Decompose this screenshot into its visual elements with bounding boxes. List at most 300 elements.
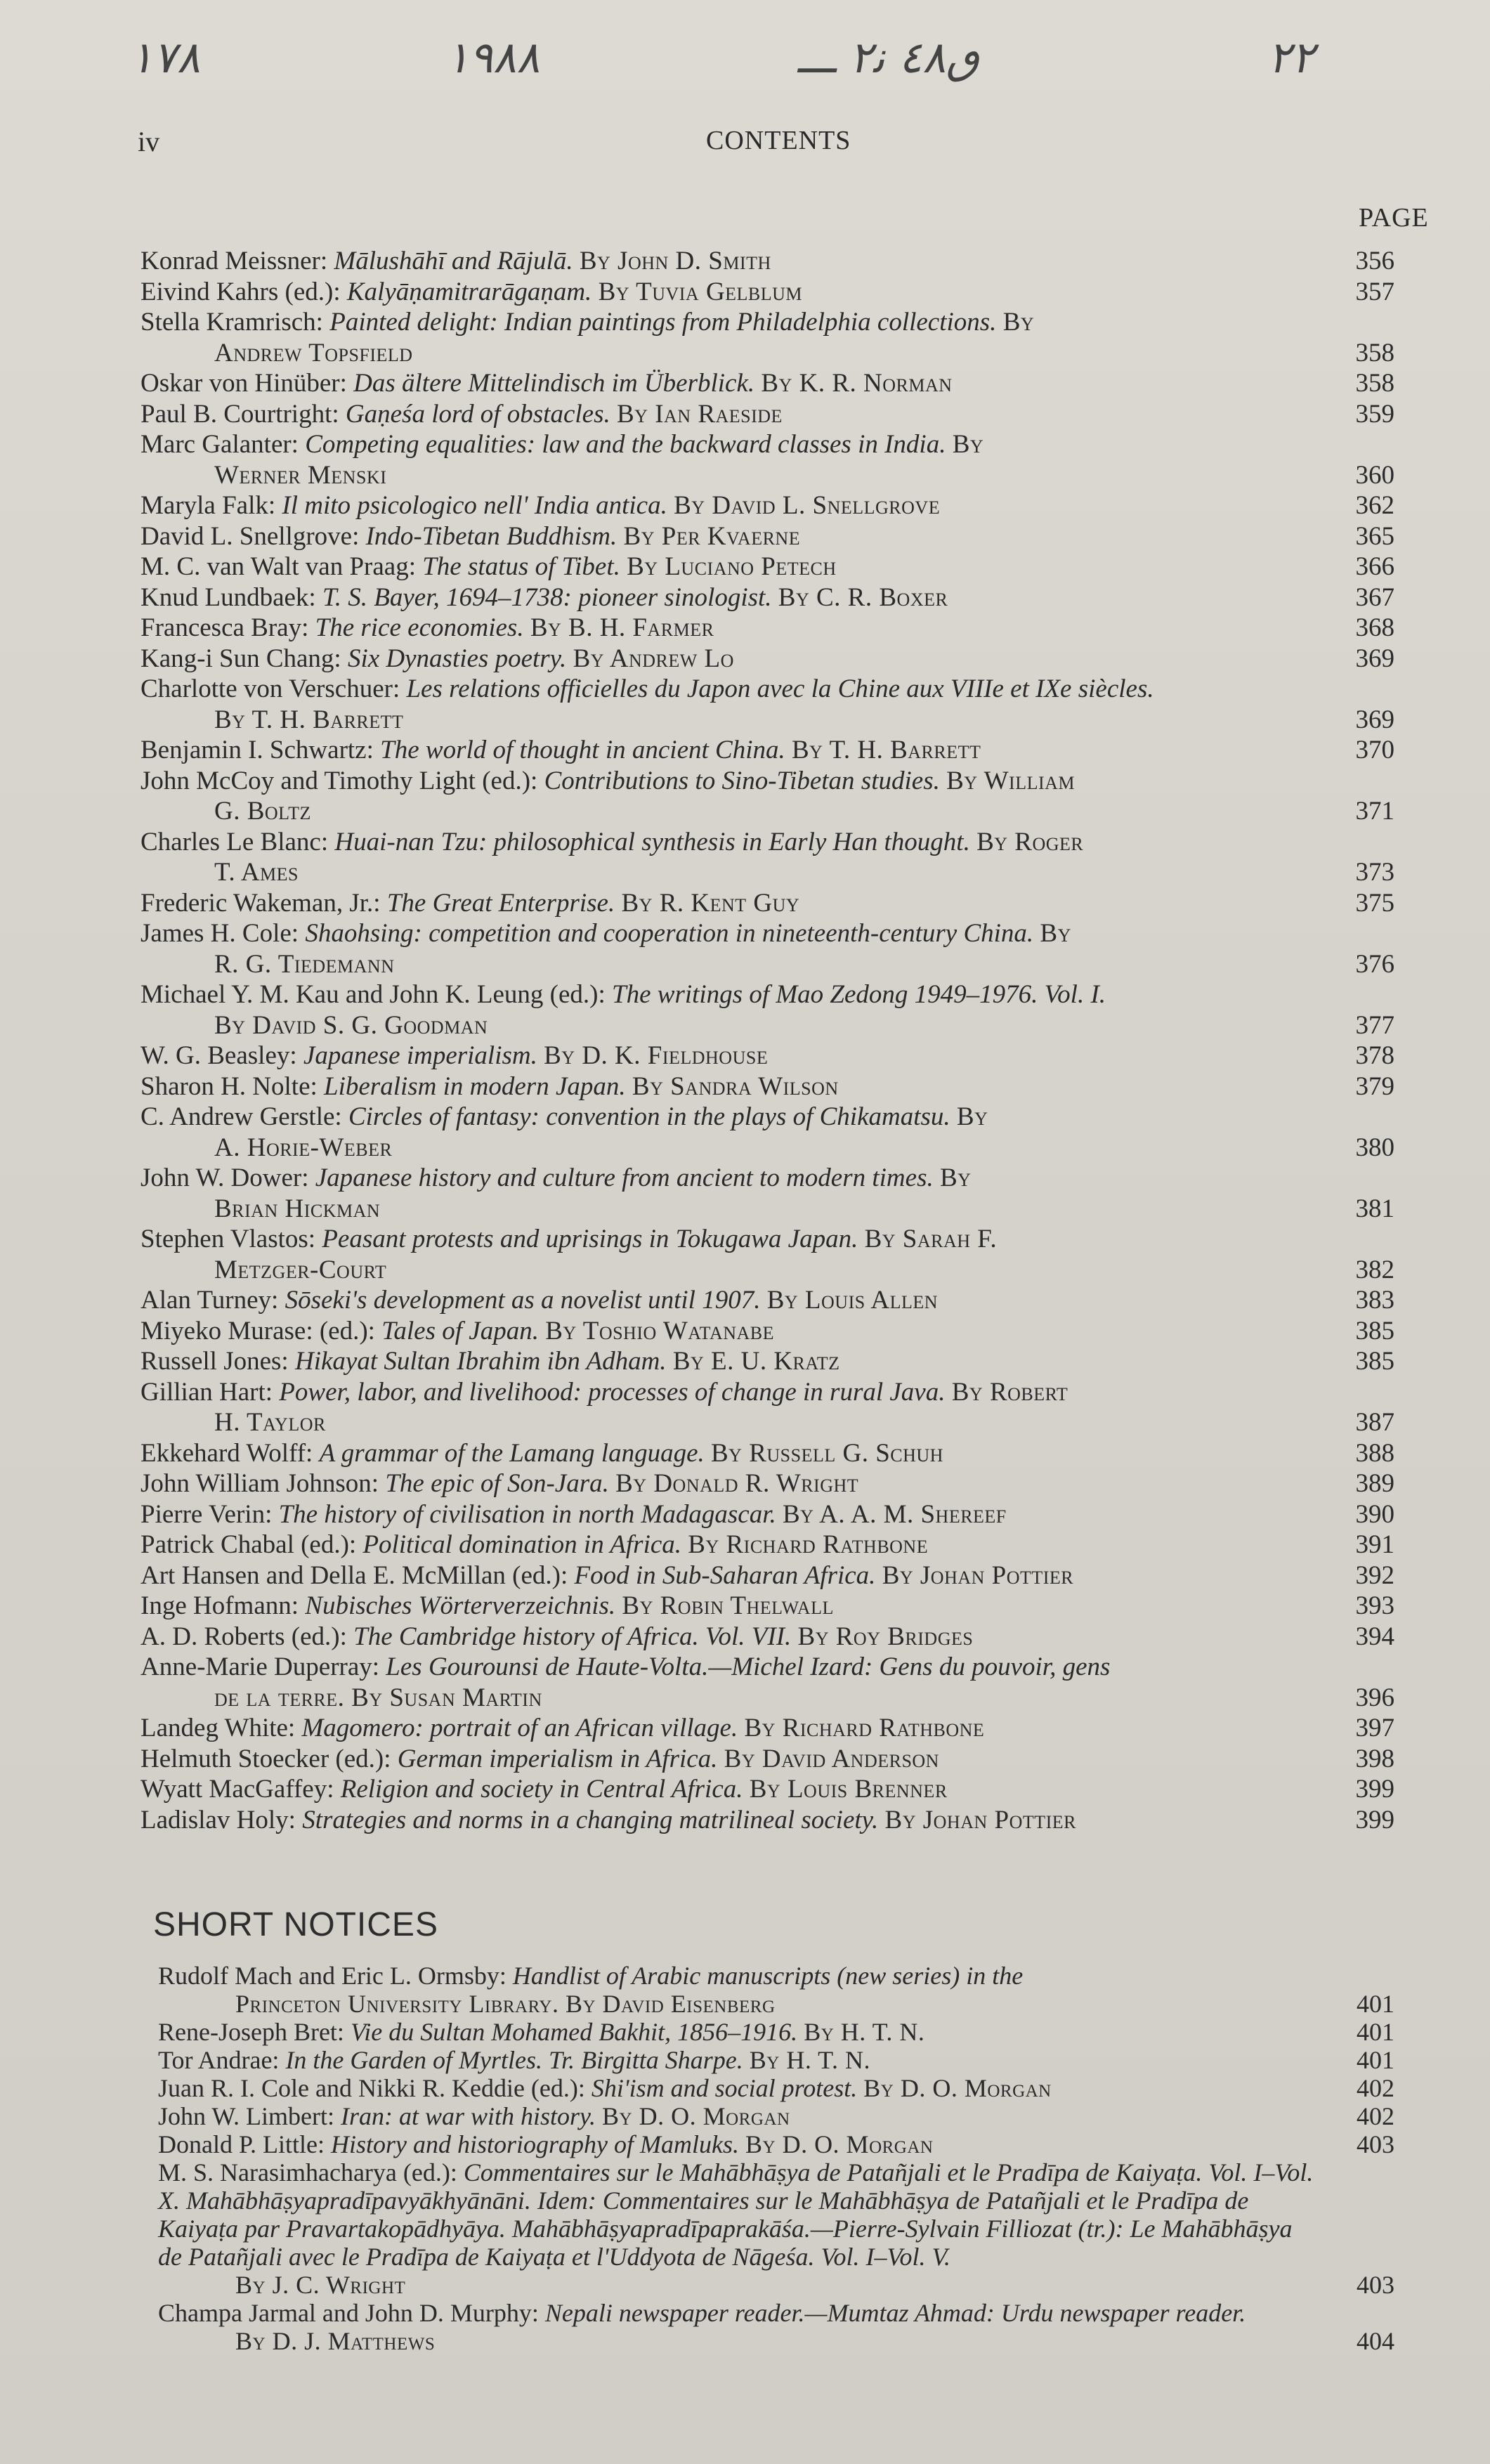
entry-reviewer: By Sarah F. <box>864 1225 998 1253</box>
entry-title: The world of thought in ancient China. <box>380 736 785 764</box>
entry-reviewer: By C. R. Boxer <box>778 582 948 612</box>
entry-continuation: Metzger-Court <box>214 1255 387 1284</box>
entry-reviewer: By D. O. Morgan <box>745 2130 934 2158</box>
entry-title: The epic of Son-Jara. <box>385 1469 609 1498</box>
entry-author: Wyatt MacGaffey: <box>140 1775 334 1804</box>
entry-main-line <box>140 1530 1317 1560</box>
entry-main-line <box>140 1774 1317 1805</box>
entry-main-line <box>140 552 1317 582</box>
entry-author: W. G. Beasley: <box>140 1041 297 1070</box>
contents-entry <box>140 1071 1394 1102</box>
entry-continuation: de la terre. By Susan Martin <box>214 1683 542 1712</box>
entry-reviewer: By Roger <box>976 827 1084 856</box>
entry-author: Ladislav Holy: <box>140 1805 296 1834</box>
contents-entry <box>158 2018 1394 2046</box>
entry-reviewer: By H. T. N. <box>804 2018 925 2046</box>
entry-author: Champa Jarmal and John D. Murphy: <box>158 2299 539 2327</box>
entry-title: Japanese history and culture from ancient to modern times. <box>315 1163 934 1192</box>
entry-title: Power, labor, and livelihood: processes of change in rural Java. <box>279 1377 946 1407</box>
contents-entry <box>140 1774 1394 1805</box>
entry-author: Marc Galanter: <box>140 430 299 459</box>
contents-entry <box>158 2158 1394 2299</box>
entry-author: John W. Limbert: <box>158 2102 334 2130</box>
entry-title: Il mito psicologico nell' India antica. <box>282 491 667 520</box>
entry-page-number: 398 <box>1355 1744 1394 1773</box>
entry-author: Michael Y. M. Kau and John K. Leung (ed.): <box>140 980 606 1009</box>
entry-author: M. C. van Walt van Praag: <box>140 552 416 581</box>
entry-page-number: 385 <box>1355 1316 1394 1345</box>
entry-page-number: 396 <box>1355 1683 1394 1712</box>
entry-reviewer: By William <box>946 766 1076 795</box>
entry-reviewer: By A. A. M. Shereef <box>783 1499 1007 1529</box>
entry-author: Alan Turney: <box>140 1286 279 1315</box>
entry-main-line <box>140 1622 1317 1653</box>
entry-page-number: 381 <box>1355 1194 1394 1223</box>
contents-entry <box>140 307 1394 368</box>
contents-entry <box>140 613 1394 644</box>
entry-page-number: 359 <box>1355 399 1394 429</box>
contents-entry <box>140 429 1394 490</box>
entry-continuation: R. G. Tiedemann <box>214 949 395 979</box>
entry-title: The Great Enterprise. <box>386 888 615 918</box>
entry-page-number: 392 <box>1355 1560 1394 1590</box>
contents-entry <box>140 1652 1394 1713</box>
entry-main-line <box>140 644 1317 674</box>
handwritten-note-2: ١٩٨٨ <box>444 32 549 83</box>
entry-title: Shi'ism and social protest. <box>591 2074 858 2102</box>
entry-reviewer: By Robin Thelwall <box>622 1591 834 1620</box>
folio-number: iv <box>138 126 160 157</box>
entry-main-line <box>140 1744 1317 1775</box>
entry-author: Stella Kramrisch: <box>140 308 323 337</box>
entry-main-line <box>140 1163 1317 1194</box>
entry-main-line <box>140 1346 1317 1377</box>
entry-page-number: 401 <box>1357 1990 1394 2018</box>
entry-reviewer: By Roy Bridges <box>797 1622 974 1651</box>
entry-reviewer: By Andrew Lo <box>573 644 734 673</box>
entry-page-number: 403 <box>1357 2130 1394 2158</box>
entry-author: Ekkehard Wolff: <box>140 1438 313 1468</box>
entry-title: Competing equalities: law and the backward classes in India. <box>305 430 946 459</box>
handwritten-note-3: ٯ٤٨ ﻧ٢ ـــ <box>795 32 988 83</box>
entry-continuation: H. Taylor <box>214 1408 326 1437</box>
entry-page-number: 401 <box>1357 2018 1394 2046</box>
entry-author: Landeg White: <box>140 1714 296 1742</box>
entry-continuation: G. Boltz <box>214 797 311 826</box>
contents-entry <box>140 1163 1394 1224</box>
entry-main-line <box>140 1224 1317 1255</box>
contents-entry <box>158 2102 1394 2130</box>
entry-title: Nubisches Wörterverzeichnis. <box>305 1591 616 1620</box>
entry-title: Contributions to Sino-Tibetan studies. <box>544 766 940 795</box>
contents-entry <box>158 2046 1394 2074</box>
entry-reviewer: By D. K. Fieldhouse <box>544 1041 769 1070</box>
entry-reviewer: By <box>952 430 984 459</box>
entry-main-line <box>140 766 1317 797</box>
entry-continuation: By T. H. Barrett <box>214 705 404 734</box>
entry-reviewer: By Louis Brenner <box>749 1775 948 1804</box>
contents-entry <box>140 1377 1394 1438</box>
contents-entry <box>140 1560 1394 1591</box>
entry-reviewer: By D. O. Morgan <box>602 2102 790 2130</box>
entry-reviewer: By Ian Raeside <box>617 399 783 429</box>
entry-main-line <box>140 1499 1317 1530</box>
entry-title: Circles of fantasy: convention in the plays of Chikamatsu. <box>348 1102 950 1131</box>
entry-title: Six Dynasties poetry. <box>347 644 567 673</box>
entry-reviewer: By T. H. Barrett <box>791 736 981 764</box>
entry-title: Les Gourounsi de Haute-Volta.—Michel Izard: Gens du pouvoir, gens <box>386 1653 1111 1681</box>
entry-author: Miyeko Murase: (ed.): <box>140 1316 375 1345</box>
entry-author: Konrad Meissner: <box>140 247 328 275</box>
entry-reviewer: By <box>956 1102 988 1131</box>
entry-page-number: 380 <box>1355 1133 1394 1162</box>
entry-main-line <box>140 307 1317 338</box>
entry-page-number: 378 <box>1355 1041 1394 1070</box>
entry-continuation: By David S. G. Goodman <box>214 1010 488 1040</box>
entry-reviewer: By Russell G. Schuh <box>711 1438 943 1468</box>
entry-main-line <box>140 1071 1317 1102</box>
contents-entry <box>140 1744 1394 1775</box>
entry-page-number: 377 <box>1355 1010 1394 1040</box>
entry-title: A grammar of the Lamang language. <box>319 1438 705 1468</box>
contents-entry <box>140 1530 1394 1560</box>
entry-main-line <box>140 399 1317 430</box>
entry-page-number: 358 <box>1355 338 1394 367</box>
entry-reviewer: By Luciano Petech <box>627 552 837 581</box>
entry-main-line <box>158 2046 1317 2074</box>
entry-page-number: 401 <box>1357 2046 1394 2074</box>
entry-reviewer: By David Anderson <box>724 1744 939 1773</box>
entry-main-line <box>140 1560 1317 1591</box>
contents-entry <box>140 521 1394 552</box>
short-notices-title: SHORT NOTICES <box>153 1906 438 1943</box>
page-column-label: PAGE <box>1359 203 1429 233</box>
entry-page-number: 391 <box>1355 1530 1394 1559</box>
entry-continuation: Andrew Topsfield <box>214 338 413 367</box>
entry-main-line <box>140 521 1317 552</box>
entry-author: Russell Jones: <box>140 1347 289 1376</box>
entry-page-number: 399 <box>1355 1775 1394 1804</box>
entry-page-number: 379 <box>1355 1071 1394 1101</box>
entry-author: Stephen Vlastos: <box>140 1225 316 1253</box>
entry-title: Iran: at war with history. <box>341 2102 596 2130</box>
handwritten-note-4: ٢٢ <box>1266 32 1324 83</box>
entry-title: Magomero: portrait of an African village. <box>301 1714 738 1742</box>
contents-entry <box>140 674 1394 735</box>
entry-page-number: 402 <box>1357 2074 1394 2102</box>
contents-entry <box>140 735 1394 766</box>
entry-title: Nepali newspaper reader.—Mumtaz Ahmad: Urdu newspaper reader. <box>544 2299 1246 2327</box>
entry-page-number: 362 <box>1355 491 1394 520</box>
entry-main-line <box>140 979 1317 1010</box>
entry-page-number: 370 <box>1355 736 1394 764</box>
entry-title: History and historiography of Mamluks. <box>331 2130 739 2158</box>
reviews-list <box>140 246 1394 1835</box>
entry-page-number: 382 <box>1355 1255 1394 1284</box>
contents-entry <box>140 277 1394 308</box>
entry-title: Sōseki's development as a novelist until 1907. <box>285 1286 761 1315</box>
entry-reviewer: By Robert <box>951 1377 1069 1407</box>
entry-reviewer: By Johan Pottier <box>882 1560 1074 1590</box>
entry-author: Art Hansen and Della E. McMillan (ed.): <box>140 1560 568 1590</box>
entry-reviewer: By <box>939 1163 972 1192</box>
entry-main-line <box>140 368 1317 399</box>
contents-entry <box>140 1224 1394 1285</box>
entry-continuation: T. Ames <box>214 858 299 887</box>
entry-main-line <box>140 1713 1317 1744</box>
entry-author: Knud Lundbaek: <box>140 582 316 612</box>
contents-entry <box>140 1805 1394 1836</box>
contents-entry <box>140 1102 1394 1163</box>
entry-author: Juan R. I. Cole and Nikki R. Keddie (ed.): <box>158 2074 585 2102</box>
entry-title: Das ältere Mittelindisch im Überblick. <box>353 369 755 398</box>
entry-page-number: 383 <box>1355 1286 1394 1315</box>
entry-main-line <box>140 827 1317 858</box>
entry-main-line <box>158 2074 1317 2102</box>
entry-page-number: 366 <box>1355 552 1394 581</box>
contents-entry <box>158 2074 1394 2102</box>
entry-reviewer: By David L. Snellgrove <box>674 491 941 520</box>
entry-main-line <box>140 918 1317 949</box>
entry-page-number: 369 <box>1355 705 1394 734</box>
entry-author: Sharon H. Nolte: <box>140 1071 318 1101</box>
entry-author: Pierre Verin: <box>140 1499 273 1529</box>
entry-author: James H. Cole: <box>140 919 299 948</box>
contents-entry <box>140 1041 1394 1071</box>
entry-author: Rene-Joseph Bret: <box>158 2018 344 2046</box>
contents-entry <box>158 2299 1394 2355</box>
entry-main-line <box>140 1285 1317 1316</box>
contents-entry <box>140 490 1394 521</box>
entry-reviewer: By D. O. Morgan <box>863 2074 1052 2102</box>
entry-main-line <box>140 1468 1317 1499</box>
contents-entry <box>140 1438 1394 1469</box>
entry-title: In the Garden of Myrtles. Tr. Birgitta Sharpe. <box>285 2046 743 2074</box>
entry-reviewer: By E. U. Kratz <box>672 1347 840 1376</box>
entry-reviewer: By Donald R. Wright <box>615 1469 859 1498</box>
entry-title: Handlist of Arabic manuscripts (new series) in the <box>512 1962 1024 1990</box>
entry-author: A. D. Roberts (ed.): <box>140 1622 347 1651</box>
entry-main-line <box>140 1041 1317 1071</box>
entry-continuation: By J. C. Wright <box>235 2271 406 2299</box>
entry-page-number: 371 <box>1355 797 1394 826</box>
entry-continuation: Werner Menski <box>214 460 387 490</box>
entry-reviewer: By R. Kent Guy <box>621 888 800 918</box>
entry-reviewer: By Louis Allen <box>766 1286 939 1315</box>
short-notices-list <box>158 1962 1394 2355</box>
entry-main-line <box>140 1591 1317 1622</box>
entry-title: Mālushāhī and Rājulā. <box>334 247 573 275</box>
entry-reviewer: By Johan Pottier <box>884 1805 1077 1834</box>
entry-title: Liberalism in modern Japan. <box>324 1071 626 1101</box>
entry-page-number: 393 <box>1355 1591 1394 1620</box>
entry-author: Charlotte von Verschuer: <box>140 674 400 703</box>
entry-author: Charles Le Blanc: <box>140 827 329 856</box>
entry-reviewer: By K. R. Norman <box>761 369 953 398</box>
contents-entry <box>140 979 1394 1041</box>
entry-author: Kang-i Sun Chang: <box>140 644 341 673</box>
entry-page-number: 394 <box>1355 1622 1394 1651</box>
entry-main-line <box>140 1316 1317 1347</box>
entry-page-number: 358 <box>1355 369 1394 398</box>
entry-title: Commentaires sur le Mahābhāṣya de Patañjali et le Pradīpa de Kaiyaṭa. Vol. I–Vol. X. Mahābhāṣyapradīpavyākhyānāni. Idem: Commentaires sur le Mahābhāṣya de Patañjali et le Pradīpa de Kaiyaṭa par Pravartakopādhyāya. Mahābhāṣyapradīpaprakāśa.—Pierre-Sylvain Filliozat (tr.): Le Mahābhāṣya de Patañjali avec le Pradīpa de Kaiyaṭa et l'Uddyota de Nāgeśa. Vol. I–Vol. V. <box>158 2158 1314 2271</box>
entry-main-line <box>140 888 1317 919</box>
entry-page-number: 367 <box>1355 582 1394 612</box>
entry-main-line <box>140 490 1317 521</box>
entry-page-number: 373 <box>1355 858 1394 887</box>
entry-main-line <box>140 735 1317 766</box>
entry-page-number: 385 <box>1355 1347 1394 1376</box>
entry-title: The rice economies. <box>315 613 524 642</box>
entry-main-line <box>140 246 1317 277</box>
entry-title: Painted delight: Indian paintings from Philadelphia collections. <box>329 308 997 337</box>
entry-title: Gaṇeśa lord of obstacles. <box>345 399 610 429</box>
entry-title: Vie du Sultan Mohamed Bakhit, 1856–1916. <box>350 2018 798 2046</box>
contents-entry <box>140 1591 1394 1622</box>
entry-page-number: 390 <box>1355 1499 1394 1529</box>
entry-page-number: 397 <box>1355 1714 1394 1742</box>
entry-reviewer: By Sandra Wilson <box>632 1071 839 1101</box>
entry-author: David L. Snellgrove: <box>140 521 360 551</box>
entry-author: Patrick Chabal (ed.): <box>140 1530 357 1559</box>
entry-page-number: 360 <box>1355 460 1394 490</box>
entry-reviewer: By H. T. N. <box>749 2046 870 2074</box>
contents-entry <box>140 1468 1394 1499</box>
page-header <box>0 125 1490 167</box>
contents-entry <box>158 2130 1394 2158</box>
entry-reviewer: By Tuvia Gelblum <box>598 277 803 306</box>
entry-page-number: 389 <box>1355 1469 1394 1498</box>
entry-title: German imperialism in Africa. <box>397 1744 718 1773</box>
entry-main-line <box>158 2299 1317 2327</box>
contents-entry <box>140 766 1394 827</box>
entry-main-line <box>140 1377 1317 1408</box>
entry-title: Political domination in Africa. <box>362 1530 682 1559</box>
entry-continuation: Brian Hickman <box>214 1194 381 1223</box>
entry-title: The history of civilisation in north Madagascar. <box>278 1499 776 1529</box>
entry-author: John W. Dower: <box>140 1163 309 1192</box>
contents-entry <box>140 246 1394 277</box>
entry-reviewer: By Richard Rathbone <box>688 1530 929 1559</box>
entry-title: Huai-nan Tzu: philosophical synthesis in Early Han thought. <box>334 827 970 856</box>
entry-continuation: Princeton University Library. By David Eisenberg <box>235 1990 776 2018</box>
entry-title: Strategies and norms in a changing matrilineal society. <box>302 1805 879 1834</box>
entry-page-number: 399 <box>1355 1805 1394 1834</box>
entry-main-line <box>140 1102 1317 1133</box>
entry-main-line <box>158 1962 1317 1990</box>
entry-author: Paul B. Courtright: <box>140 399 339 429</box>
contents-entry <box>140 552 1394 582</box>
entry-author: Francesca Bray: <box>140 613 309 642</box>
entry-reviewer: By B. H. Farmer <box>530 613 714 642</box>
entry-main-line <box>158 2158 1317 2271</box>
entry-author: Inge Hofmann: <box>140 1591 299 1620</box>
entry-continuation: By D. J. Matthews <box>235 2327 436 2355</box>
contents-entry <box>140 1499 1394 1530</box>
entry-title: Food in Sub-Saharan Africa. <box>574 1560 876 1590</box>
contents-entry <box>140 918 1394 979</box>
entry-author: Benjamin I. Schwartz: <box>140 736 374 764</box>
entry-title: The writings of Mao Zedong 1949–1976. Vol. I. <box>612 980 1106 1009</box>
entry-reviewer: By <box>1002 308 1035 337</box>
entry-main-line <box>140 1438 1317 1469</box>
entry-page-number: 404 <box>1357 2327 1394 2355</box>
entry-author: Oskar von Hinüber: <box>140 369 347 398</box>
contents-entry <box>140 888 1394 919</box>
entry-main-line <box>140 613 1317 644</box>
entry-title: Les relations officielles du Japon avec la Chine aux VIIIe et IXe siècles. <box>406 674 1154 703</box>
entry-author: Helmuth Stoecker (ed.): <box>140 1744 391 1773</box>
entry-title: Peasant protests and uprisings in Tokugawa Japan. <box>322 1225 858 1253</box>
contents-entry <box>140 368 1394 399</box>
entry-page-number: 375 <box>1355 888 1394 918</box>
entry-author: John McCoy and Timothy Light (ed.): <box>140 766 538 795</box>
entry-reviewer: By Per Kvaerne <box>623 521 801 551</box>
entry-page-number: 387 <box>1355 1408 1394 1437</box>
entry-title: Indo-Tibetan Buddhism. <box>365 521 617 551</box>
entry-page-number: 357 <box>1355 277 1394 306</box>
contents-entry <box>140 1285 1394 1316</box>
entry-title: T. S. Bayer, 1694–1738: pioneer sinologist. <box>322 582 772 612</box>
running-title: CONTENTS <box>706 126 851 155</box>
contents-entry <box>140 1346 1394 1377</box>
entry-title: Kalyāṇamitrarāgaṇam. <box>346 277 592 306</box>
entry-author: Tor Andrae: <box>158 2046 280 2074</box>
entry-page-number: 369 <box>1355 644 1394 673</box>
entry-author: Anne-Marie Duperray: <box>140 1653 380 1681</box>
entry-page-number: 376 <box>1355 949 1394 979</box>
entry-title: Tales of Japan. <box>381 1316 539 1345</box>
entry-author: M. S. Narasimhacharya (ed.): <box>158 2158 457 2186</box>
entry-title: Shaohsing: competition and cooperation in nineteenth-century China. <box>305 919 1034 948</box>
entry-main-line <box>140 277 1317 308</box>
entry-title: Hikayat Sultan Ibrahim ibn Adham. <box>294 1347 667 1376</box>
entry-author: John William Johnson: <box>140 1469 379 1498</box>
entry-author: Frederic Wakeman, Jr.: <box>140 888 381 918</box>
entry-reviewer: By Toshio Watanabe <box>545 1316 775 1345</box>
entry-title: The status of Tibet. <box>422 552 620 581</box>
entry-title: Religion and society in Central Africa. <box>340 1775 743 1804</box>
contents-entry <box>140 827 1394 888</box>
contents-entry <box>140 1622 1394 1653</box>
entry-page-number: 403 <box>1357 2271 1394 2299</box>
entry-page-number: 365 <box>1355 521 1394 551</box>
entry-reviewer: By John D. Smith <box>579 247 771 275</box>
contents-entry <box>140 399 1394 430</box>
entry-title: Japanese imperialism. <box>303 1041 537 1070</box>
contents-entry <box>140 1316 1394 1347</box>
contents-entry <box>140 582 1394 613</box>
entry-main-line <box>158 2102 1317 2130</box>
entry-author: Rudolf Mach and Eric L. Ormsby: <box>158 1962 507 1990</box>
entry-main-line <box>140 1805 1317 1836</box>
entry-author: Gillian Hart: <box>140 1377 273 1407</box>
contents-entry <box>158 1962 1394 2018</box>
entry-main-line <box>158 2130 1317 2158</box>
entry-page-number: 402 <box>1357 2102 1394 2130</box>
entry-main-line <box>140 1652 1317 1683</box>
contents-entry <box>140 644 1394 674</box>
entry-page-number: 356 <box>1355 247 1394 275</box>
entry-main-line <box>140 674 1317 705</box>
entry-main-line <box>140 582 1317 613</box>
entry-author: C. Andrew Gerstle: <box>140 1102 342 1131</box>
entry-continuation: A. Horie-Weber <box>214 1133 393 1162</box>
entry-reviewer: By <box>1040 919 1071 948</box>
entry-author: Eivind Kahrs (ed.): <box>140 277 341 306</box>
handwritten-note-1: ١٧٨ <box>128 32 209 83</box>
entry-main-line <box>158 2018 1317 2046</box>
